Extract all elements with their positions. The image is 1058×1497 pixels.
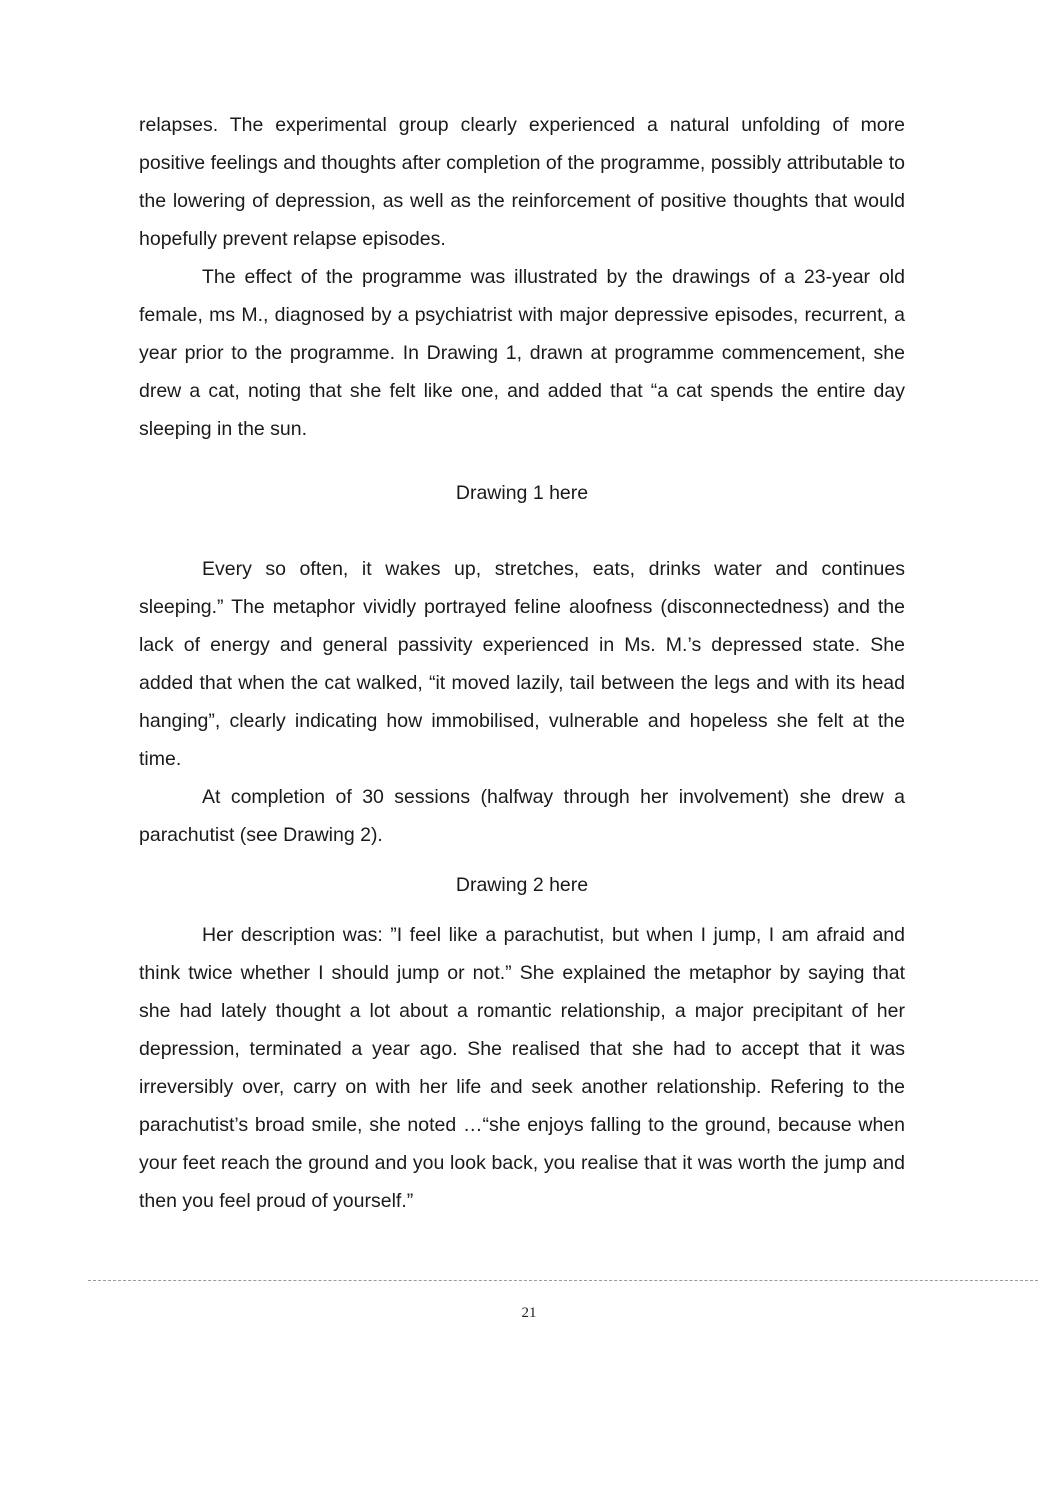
paragraph-cat-metaphor: Every so often, it wakes up, stretches, eats, drinks water and continues sleeping.” The metaphor vividly portrayed feline aloofness (disconnectedness) and the lack of energy and general passivity experienced in Ms. M.’s depressed state. She added that when the cat walked, “it moved lazily, tail between the legs and with its head hanging”, clearly indicating how immobilised, vulnerable and hopeless she felt at the time. xyxy=(139,558,905,770)
footer-divider xyxy=(88,1280,1038,1281)
page-body xyxy=(139,106,905,1220)
paragraph-programme-effect: The effect of the programme was illustrated by the drawings of a 23-year old female, ms M., diagnosed by a psychiatrist with major depressive episodes, recurrent, a year prior to the programme. In Drawing 1, drawn at programme commencement, she drew a cat, noting that she felt like one, and added that “a cat spends the entire day sleeping in the sun. xyxy=(139,266,905,440)
paragraph-parachutist: At completion of 30 sessions (halfway through her involvement) she drew a parachutist (see Drawing 2). xyxy=(139,786,905,846)
drawing-1-caption: Drawing 1 here xyxy=(455,482,589,504)
paragraph-description: Her description was: ”I feel like a parachutist, but when I jump, I am afraid and think twice whether I should jump or not.” She explained the metaphor by saying that she had lately thought a lot about a romantic relationship, a major precipitant of her depression, terminated a year ago. She realised that she had to accept that it was irreversibly over, carry on with her life and seek another relationship. Refering to the parachutist’s broad smile, she noted …“she enjoys falling to the ground, because when your feet reach the ground and you look back, you realise that it was worth the jump and then you feel proud of yourself.” xyxy=(139,924,905,1212)
paragraph-relapses: relapses. The experimental group clearly experienced a natural unfolding of more positive feelings and thoughts after completion of the programme, possibly attributable to the lowering of depression, as well as the reinforcement of positive thoughts that would hopefully prevent relapse episodes. xyxy=(139,114,905,250)
drawing-2-caption: Drawing 2 here xyxy=(455,874,589,896)
page-number: 21 xyxy=(521,1305,537,1321)
